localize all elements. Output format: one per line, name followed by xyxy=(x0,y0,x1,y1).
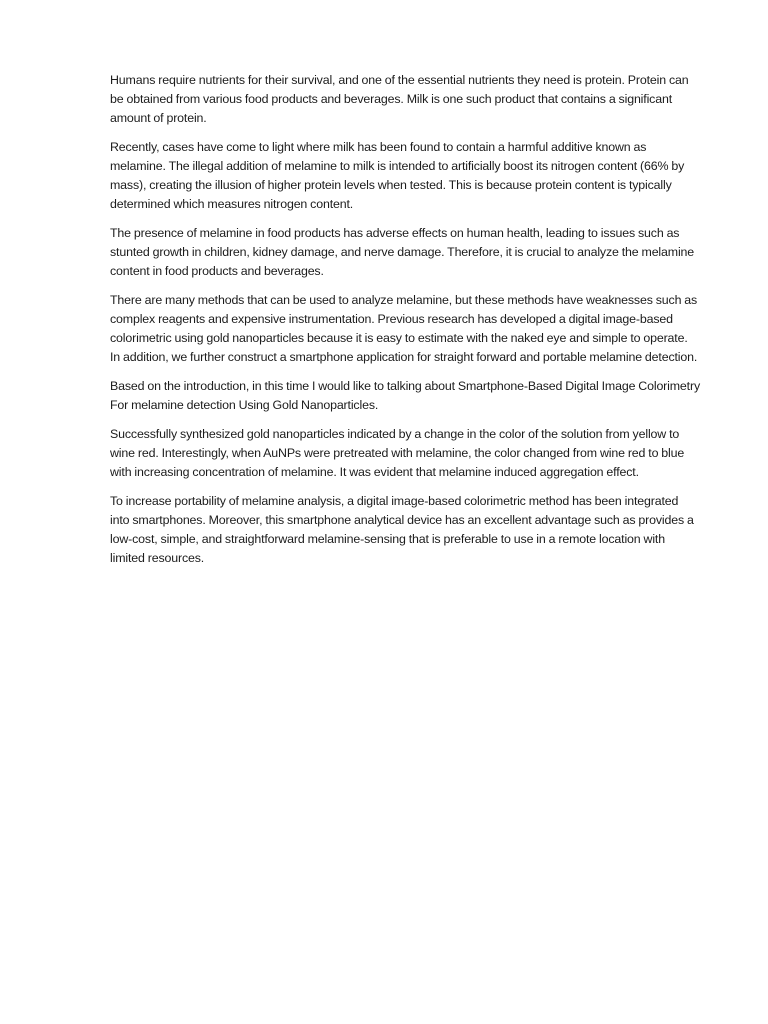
paragraph-smartphone-portability: To increase portability of melamine analysis, a digital image-based colorimetric method has been integrated into smartphones. Moreover, this smartphone analytical device has an excellent advantage such as provides a low-cost, simple, and straightforward melamine-sensing that is preferable to use in a remote location with limited resources. xyxy=(110,494,694,565)
paragraph-topic: Based on the introduction, in this time I would like to talking about Smartphone-Based Digital Image Colorimetry For melamine detection Using Gold Nanoparticles. xyxy=(110,379,700,412)
paragraph-analysis-methods: There are many methods that can be used to analyze melamine, but these methods have weaknesses such as complex reagents and expensive instrumentation. Previous research has developed a digital image-based colorimetric using gold nanoparticles because it is easy to estimate with the naked eye and simple to operate. In addition, we further construct a smartphone application for straight forward and portable melamine detection. xyxy=(110,293,698,364)
paragraph-health-effects: The presence of melamine in food products has adverse effects on human health, leading to issues such as stunted growth in children, kidney damage, and nerve damage. Therefore, it is crucial to analyze the melamine content in food products and beverages. xyxy=(110,226,695,278)
paragraph-gold-nanoparticles: Successfully synthesized gold nanoparticles indicated by a change in the color of the solution from yellow to wine red. Interestingly, when AuNPs were pretreated with melamine, the color changed from wine red to blue with increasing concentration of melamine. It was evident that melamine induced aggregation effect. xyxy=(110,427,685,479)
paragraph-melamine-milk: Recently, cases have come to light where milk has been found to contain a harmful additive known as melamine. The illegal addition of melamine to milk is intended to artificially boost its nitrogen content (66% by mass), creating the illusion of higher protein levels when tested. This is because protein content is typically determined which measures nitrogen content. xyxy=(110,140,685,211)
paragraph-intro-protein: Humans require nutrients for their survival, and one of the essential nutrients they need is protein. Protein can be obtained from various food products and beverages. Milk is one such product that contains a significant amount of protein. xyxy=(110,73,689,125)
document-body xyxy=(110,71,700,578)
